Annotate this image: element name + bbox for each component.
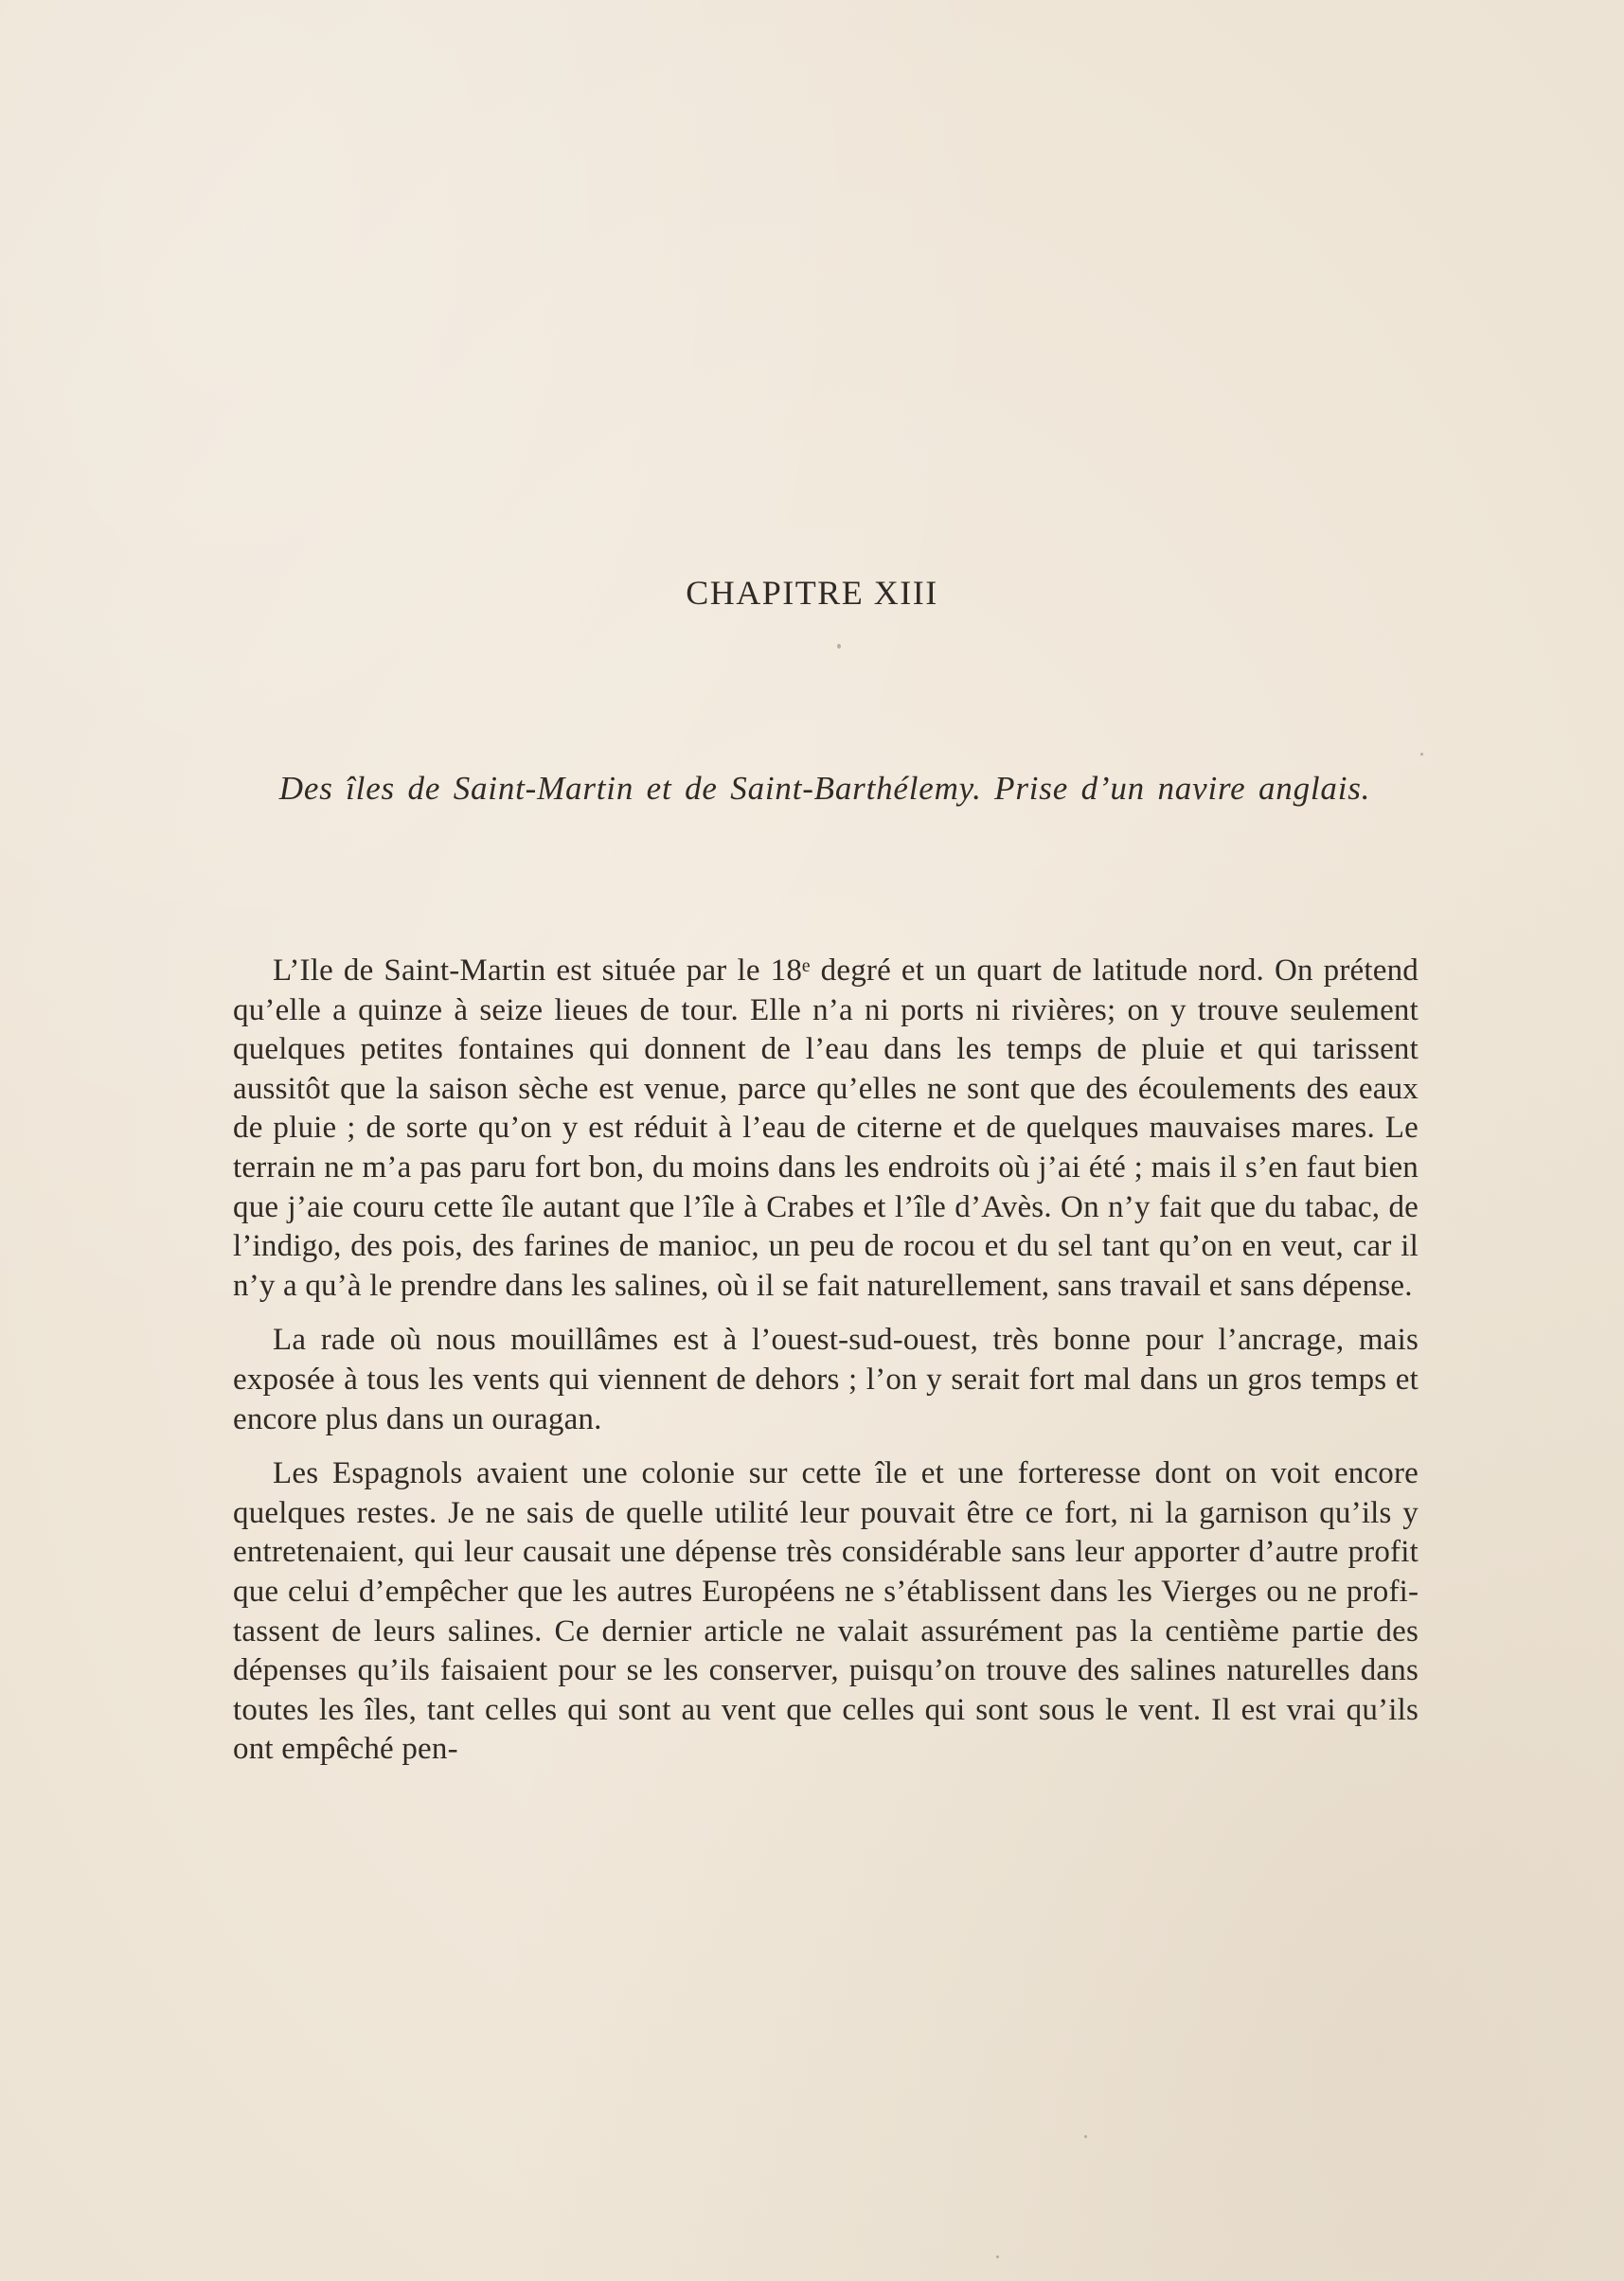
paragraph-1: L’Ile de Saint-Martin est située par le 18ᵉ degré et un quart de latitude nord. On prétend qu’elle a quinze à seize lieues de tour. Elle n’a ni ports ni rivières; on y trouve seulement quelques petites fontaines qui donnent de l’eau dans les temps de pluie et qui tarissent aussitôt que la saison sèche est venue, parce qu’elles ne sont que des écoulements des eaux de pluie ; de sorte qu’on y est réduit à l’eau de citerne et de quelques mauvaises mares. Le terrain ne m’a pas paru fort bon, du moins dans les endroits où j’ai été ; mais il s’en faut bien que j’aie couru cette île autant que l’île à Crabes et l’île d’Avès. On n’y fait que du tabac, de l’indigo, des pois, des farines de manioc, un peu de rocou et du sel tant qu’on en veut, car il n’y a qu’à le prendre dans les salines, où il se fait naturellement, sans travail et sans dépense.	[233, 953, 1419, 1303]
paper-speck	[1420, 753, 1423, 756]
paragraph-2: La rade où nous mouillâmes est à l’ouest-sud-ouest, très bonne pour l’ancrage, mais exposée à tous les vents qui viennent de dehors ; l’on y serait fort mal dans un gros temps et encore plus dans un ouragan.	[233, 1323, 1419, 1436]
paragraph-3: Les Espagnols avaient une colonie sur cette île et une forteresse dont on voit encore quelques restes. Je ne sais de quelle utilité leur pouvait être ce fort, ni la garnison qu’ils y entretenaient, qui leur causait une dépense très considérable sans leur apporter d’autre profit que celui d’empêcher que les autres Européens ne s’établissent dans les Vierges ou ne profitassent de leurs salines. Ce dernier article ne valait assurément pas la centième partie des dépenses qu’ils faisaient pour se les conserver, puisqu’on trouve des salines naturelles dans toutes les îles, tant celles qui sont au vent que celles qui sont sous le vent. Il est vrai qu’ils ont empêché pen-	[233, 1456, 1419, 1767]
chapter-subtitle: Des îles de Saint-Martin et de Saint-Barthélemy. Prise d’un navire anglais.	[278, 770, 1371, 807]
paper-speck	[996, 2255, 999, 2258]
paper-speck	[1084, 2135, 1087, 2138]
body-text	[233, 952, 1419, 1785]
paper-speck	[837, 644, 841, 649]
chapter-title: CHAPITRE XIII	[686, 574, 938, 612]
